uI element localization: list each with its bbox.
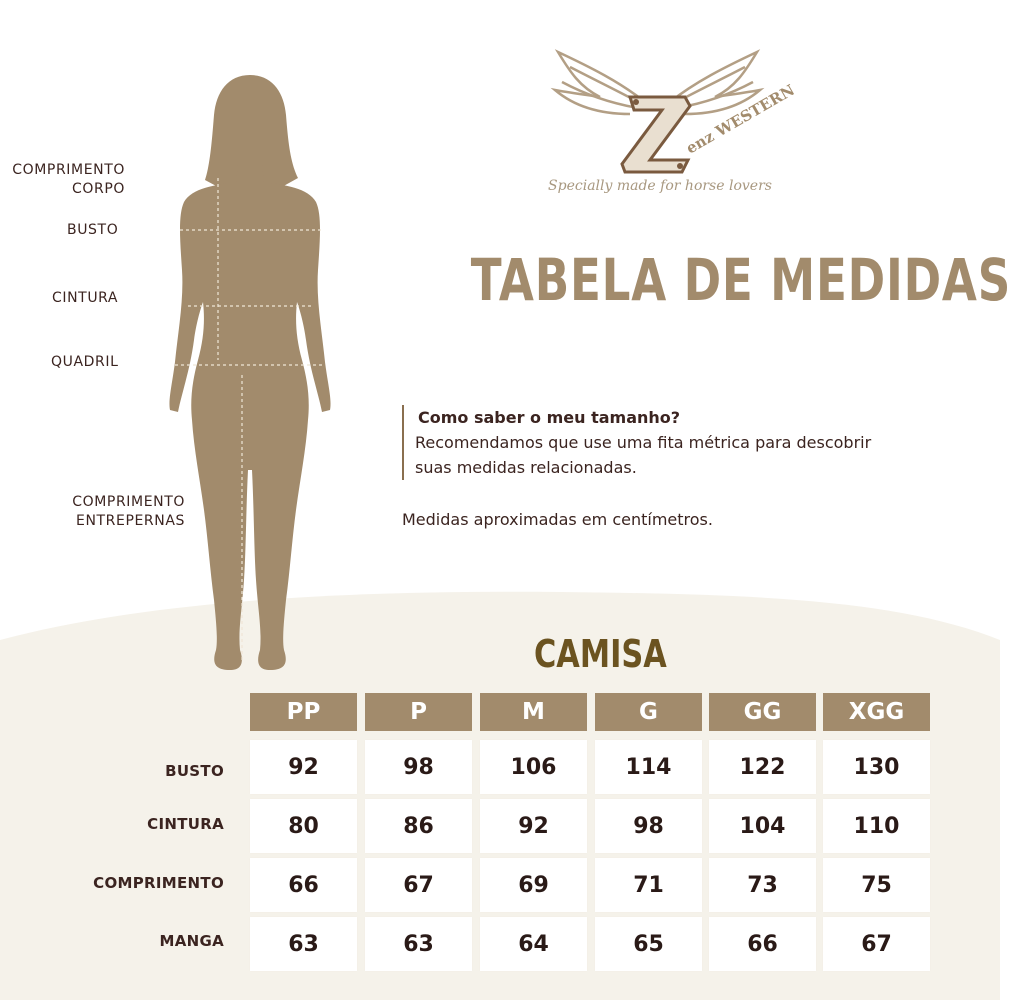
info-heading: Como saber o meu tamanho?: [418, 408, 681, 427]
table-cell: 64: [480, 917, 587, 971]
row-label-busto: BUSTO: [165, 762, 224, 780]
table-cell: 66: [709, 917, 816, 971]
table-cell: 69: [480, 858, 587, 912]
label-quadril: QUADRIL: [51, 354, 119, 370]
logo-brand-text: enz WESTERN: [683, 80, 798, 158]
body-silhouette: [150, 70, 350, 680]
table-cell: 73: [709, 858, 816, 912]
table-cell: 98: [595, 799, 702, 853]
table-cell: 80: [250, 799, 357, 853]
row-label-manga: MANGA: [159, 932, 224, 950]
logo-tagline: Specially made for horse lovers: [548, 178, 772, 194]
table-cell: 92: [480, 799, 587, 853]
info-note: Medidas aproximadas em centímetros.: [402, 510, 713, 529]
size-header-gg: GG: [709, 693, 816, 731]
label-comprimento-entrepernas: COMPRIMENTO ENTREPERNAS: [72, 494, 185, 529]
table-cell: 86: [365, 799, 472, 853]
table-cell: 122: [709, 740, 816, 794]
label-busto: BUSTO: [67, 222, 119, 238]
size-header-p: P: [365, 693, 472, 731]
info-line-1: Recomendamos que use uma fita métrica para descobrir: [415, 433, 872, 452]
label-cintura: CINTURA: [52, 290, 119, 306]
table-cell: 66: [250, 858, 357, 912]
table-cell: 71: [595, 858, 702, 912]
table-cell: 65: [595, 917, 702, 971]
table-cell: 67: [823, 917, 930, 971]
page-title: TABELA DE MEDIDAS: [470, 246, 1011, 314]
row-label-comprimento: COMPRIMENTO: [93, 874, 224, 892]
size-header-pp: PP: [250, 693, 357, 731]
row-label-cintura: CINTURA: [147, 815, 224, 833]
size-header-g: G: [595, 693, 702, 731]
size-header-m: M: [480, 693, 587, 731]
table-cell: 114: [595, 740, 702, 794]
table-title: CAMISA: [534, 632, 667, 676]
table-cell: 92: [250, 740, 357, 794]
table-cell: 130: [823, 740, 930, 794]
table-cell: 75: [823, 858, 930, 912]
table-cell: 98: [365, 740, 472, 794]
table-cell: 67: [365, 858, 472, 912]
info-line-2: suas medidas relacionadas.: [415, 458, 637, 477]
table-cell: 63: [250, 917, 357, 971]
table-cell: 63: [365, 917, 472, 971]
info-block: [402, 405, 871, 480]
label-comprimento-corpo: COMPRIMENTO CORPO: [12, 162, 125, 197]
table-cell: 110: [823, 799, 930, 853]
size-header-xgg: XGG: [823, 693, 930, 731]
table-cell: 104: [709, 799, 816, 853]
table-cell: 106: [480, 740, 587, 794]
